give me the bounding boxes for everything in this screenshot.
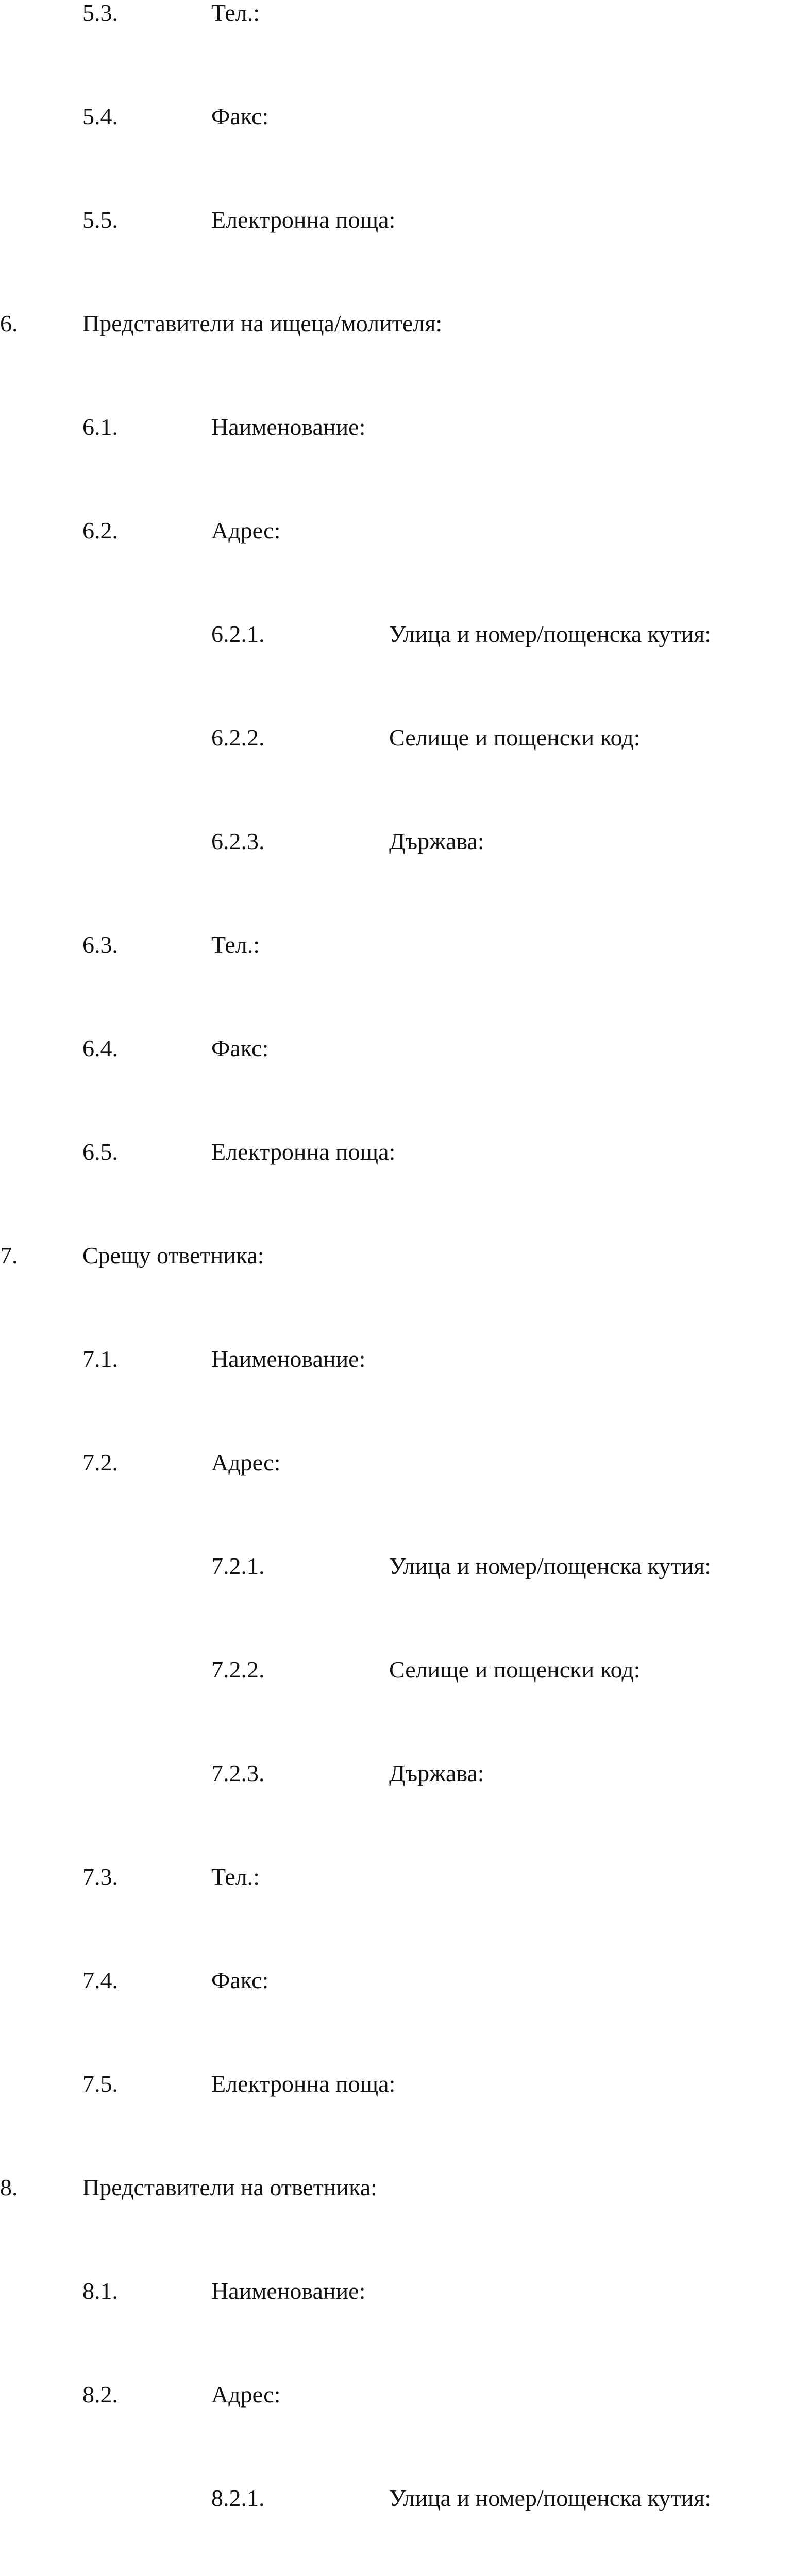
item-number: 5.4.	[82, 103, 118, 129]
item-label: Факс:	[211, 1967, 269, 1993]
form-row	[0, 1341, 808, 1377]
item-label: Факс:	[211, 103, 269, 129]
item-number: 6.2.	[82, 517, 118, 544]
item-number: 7.4.	[82, 1967, 118, 1993]
form-row	[0, 720, 808, 756]
item-number: 7.2.	[82, 1449, 118, 1476]
item-label: Улица и номер/пощенска кутия:	[389, 2485, 712, 2511]
form-row	[0, 1030, 808, 1066]
item-label: Факс:	[211, 1035, 269, 1061]
form-row	[0, 823, 808, 859]
item-label: Тел.:	[211, 1863, 260, 1890]
form-row	[0, 409, 808, 445]
item-number: 6.1.	[82, 414, 118, 440]
form-row	[0, 2170, 808, 2206]
item-number: 8.1.	[82, 2278, 118, 2304]
form-row	[0, 616, 808, 652]
item-number: 6.	[0, 310, 18, 336]
form-row	[0, 2377, 808, 2413]
item-label: Наименование:	[211, 2278, 366, 2304]
item-number: 8.2.	[82, 2381, 118, 2408]
item-number: 8.	[0, 2174, 18, 2200]
item-number: 7.3.	[82, 1863, 118, 1890]
item-label: Наименование:	[211, 414, 366, 440]
item-label: Тел.:	[211, 931, 260, 958]
item-label: Държава:	[389, 828, 484, 854]
item-label: Срещу ответника:	[82, 1242, 264, 1268]
item-number: 6.2.2.	[211, 724, 265, 751]
form-row	[0, 1238, 808, 1274]
item-label: Адрес:	[211, 1449, 281, 1476]
item-number: 6.2.1.	[211, 621, 265, 647]
item-label: Тел.:	[211, 0, 260, 26]
item-number: 7.2.1.	[211, 1553, 265, 1579]
item-number: 6.4.	[82, 1035, 118, 1061]
item-label: Селище и пощенски код:	[389, 724, 641, 751]
form-row	[0, 2273, 808, 2309]
item-number: 7.1.	[82, 1346, 118, 1372]
form-row	[0, 98, 808, 134]
form-row	[0, 1859, 808, 1895]
item-number: 7.2.3.	[211, 1760, 265, 1786]
form-row	[0, 1962, 808, 1998]
form-row	[0, 927, 808, 963]
item-label: Държава:	[389, 1760, 484, 1786]
item-number: 7.5.	[82, 2071, 118, 2097]
item-number: 6.2.3.	[211, 828, 265, 854]
form-row	[0, 1445, 808, 1481]
item-number: 7.2.2.	[211, 1656, 265, 1683]
item-number: 6.5.	[82, 1139, 118, 1165]
form-row	[0, 2480, 808, 2516]
item-number: 8.2.1.	[211, 2485, 265, 2511]
item-number: 5.5.	[82, 207, 118, 233]
item-label: Улица и номер/пощенска кутия:	[389, 1553, 712, 1579]
form-row	[0, 1755, 808, 1791]
form-row	[0, 1134, 808, 1170]
item-label: Електронна поща:	[211, 2071, 396, 2097]
item-number: 5.3.	[82, 0, 118, 26]
item-label: Електронна поща:	[211, 1139, 396, 1165]
form-row	[0, 306, 808, 342]
item-number: 6.3.	[82, 931, 118, 958]
item-label: Селище и пощенски код:	[389, 1656, 641, 1683]
form-row	[0, 202, 808, 238]
item-label: Улица и номер/пощенска кутия:	[389, 621, 712, 647]
form-row	[0, 1652, 808, 1688]
item-number: 7.	[0, 1242, 18, 1268]
form-row	[0, 2066, 808, 2102]
item-label: Адрес:	[211, 2381, 281, 2408]
item-label: Наименование:	[211, 1346, 366, 1372]
item-label: Представители на ответника:	[82, 2174, 377, 2200]
item-label: Представители на ищеца/молителя:	[82, 310, 443, 336]
item-label: Адрес:	[211, 517, 281, 544]
form-row	[0, 1548, 808, 1584]
form-row	[0, 513, 808, 549]
form-row	[0, 0, 808, 31]
item-label: Електронна поща:	[211, 207, 396, 233]
